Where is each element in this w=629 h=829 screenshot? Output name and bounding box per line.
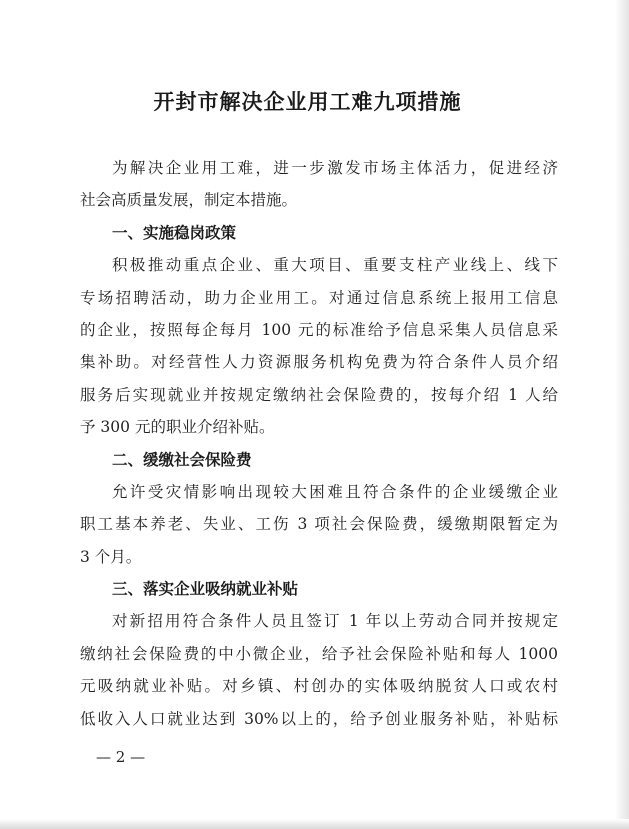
intro-line: 为解决企业用工难，进一步激发市场主体活力，促进经济 [112,159,558,177]
intro-line: 社会高质量发展，制定本措施。 [80,191,298,210]
paragraph-line: 的企业，按照每企每月 100 元的标准给予信息采集人员信息采 [80,320,558,339]
paragraph-line: 对新招用符合条件人员且签订 1 年以上劳动合同并按规定 [112,612,558,631]
paragraph-line: 集补助。对经营性人力资源服务机构免费为符合条件人员介绍 [80,353,558,372]
section-heading: 三、落实企业吸纳就业补贴 [112,580,299,599]
paragraph-line: 服务后实现就业并按规定缴纳社会保险费的，按每介绍 1 人给 [80,385,558,404]
paragraph-line: 元吸纳就业补贴。对乡镇、村创办的实体吸纳脱贫人口或农村 [80,677,558,696]
paragraph-line: 职工基本养老、失业、工伤 3 项社会保险费，缓缴期限暂定为 [80,515,558,534]
page-bottom-shadow [0,819,629,829]
paragraph-line: 专场招聘活动，助力企业用工。对通过信息系统上报用工信息 [80,288,558,307]
section-heading: 二、缓缴社会保险费 [112,450,252,469]
paragraph-line: 3 个月。 [80,547,142,566]
paragraph-line: 缴纳社会保险费的中小微企业，给予社会保险补贴和每人 1000 [80,644,558,663]
paragraph-line: 允许受灾情影响出现较大困难且符合条件的企业缓缴企业 [112,482,558,501]
page-number: — 2 — [96,748,146,766]
paragraph-line: 积极推动重点企业、重大项目、重要支柱产业线上、线下 [112,256,558,275]
page-edge-shadow [615,0,629,829]
document-title: 开封市解决企业用工难九项措施 [153,89,462,114]
paragraph-line: 予 300 元的职业介绍补贴。 [80,418,275,437]
document-body [80,152,558,735]
paragraph-line: 低收入人口就业达到 30%以上的，给予创业服务补贴，补贴标 [80,709,558,728]
section-heading: 一、实施稳岗政策 [112,223,237,242]
